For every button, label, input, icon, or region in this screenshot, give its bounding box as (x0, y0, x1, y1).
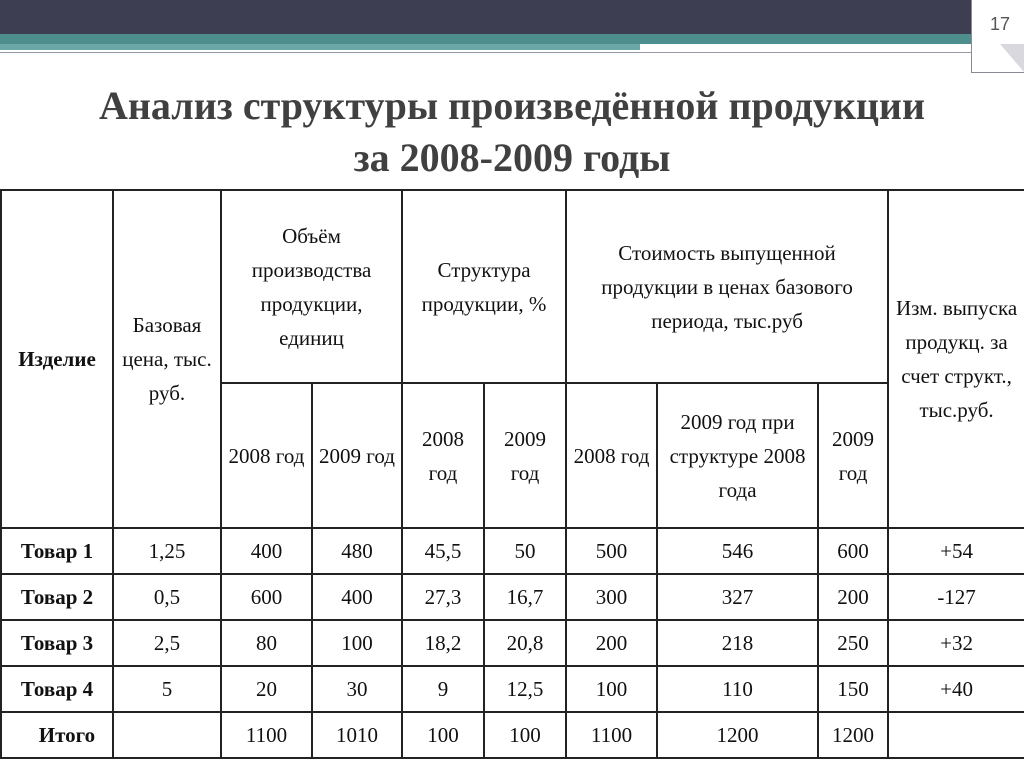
cell-structure-2009: 50 (484, 528, 566, 574)
cell-product: Товар 1 (1, 528, 113, 574)
cell-total-structure-2009: 100 (484, 712, 566, 758)
header-structure-2008: 2008 год (402, 383, 484, 528)
header-band-dark (0, 0, 1024, 34)
header-cost-2009: 2009 год (818, 383, 888, 528)
cell-structure-2008: 27,3 (402, 574, 484, 620)
cell-volume-2008: 600 (221, 574, 312, 620)
cell-total-change (888, 712, 1024, 758)
cell-total-volume-2008: 1100 (221, 712, 312, 758)
cell-cost-2008: 300 (566, 574, 657, 620)
cell-cost-mixed: 546 (657, 528, 818, 574)
cell-base-price: 2,5 (113, 620, 221, 666)
cell-change: +40 (888, 666, 1024, 712)
table-row (1, 574, 1024, 620)
cell-structure-2008: 9 (402, 666, 484, 712)
cell-volume-2009: 400 (312, 574, 402, 620)
cell-product: Товар 4 (1, 666, 113, 712)
cell-cost-mixed: 327 (657, 574, 818, 620)
cell-cost-2008: 200 (566, 620, 657, 666)
header-structure-2009: 2009 год (484, 383, 566, 528)
cell-base-price: 5 (113, 666, 221, 712)
header-volume-2008: 2008 год (221, 383, 312, 528)
cell-change: +54 (888, 528, 1024, 574)
header-cost-2008: 2008 год (566, 383, 657, 528)
header-base-price: Базовая цена, тыс. руб. (113, 190, 221, 528)
table-row (1, 666, 1024, 712)
header-cost-2009-at-2008-structure: 2009 год при структуре 2008 года (657, 383, 818, 528)
cell-cost-2009: 200 (818, 574, 888, 620)
cell-change: -127 (888, 574, 1024, 620)
header-product: Изделие (1, 190, 113, 528)
header-structure: Структура продукции, % (402, 190, 566, 383)
page-corner-fold (1000, 44, 1024, 72)
slide-title (0, 80, 1024, 184)
cell-structure-2009: 12,5 (484, 666, 566, 712)
cell-cost-2009: 150 (818, 666, 888, 712)
cell-total-cost-2008: 1100 (566, 712, 657, 758)
cell-cost-2009: 250 (818, 620, 888, 666)
cell-cost-2009: 600 (818, 528, 888, 574)
cell-cost-2008: 500 (566, 528, 657, 574)
cell-structure-2009: 16,7 (484, 574, 566, 620)
header-rule (0, 52, 1024, 53)
cell-structure-2008: 18,2 (402, 620, 484, 666)
cell-volume-2008: 20 (221, 666, 312, 712)
cell-volume-2009: 30 (312, 666, 402, 712)
cell-total-volume-2009: 1010 (312, 712, 402, 758)
table-row (1, 528, 1024, 574)
cell-structure-2008: 45,5 (402, 528, 484, 574)
structure-table (0, 189, 1024, 759)
cell-total-label: Итого (1, 712, 113, 758)
cell-product: Товар 2 (1, 574, 113, 620)
header-cost: Стоимость выпущенной продукции в ценах базового периода, тыс.руб (566, 190, 888, 383)
cell-change: +32 (888, 620, 1024, 666)
cell-structure-2009: 20,8 (484, 620, 566, 666)
header-row-1 (1, 190, 1024, 383)
slide-title-line-1: Анализ структуры произведённой продукции (98, 83, 926, 128)
cell-volume-2009: 480 (312, 528, 402, 574)
cell-cost-2008: 100 (566, 666, 657, 712)
cell-total-base-price (113, 712, 221, 758)
cell-total-structure-2008: 100 (402, 712, 484, 758)
cell-cost-mixed: 218 (657, 620, 818, 666)
slide-title-line-2: за 2008-2009 годы (353, 135, 671, 180)
cell-base-price: 1,25 (113, 528, 221, 574)
header-volume-2009: 2009 год (312, 383, 402, 528)
cell-total-cost-mixed: 1200 (657, 712, 818, 758)
cell-volume-2008: 80 (221, 620, 312, 666)
cell-cost-mixed: 110 (657, 666, 818, 712)
cell-base-price: 0,5 (113, 574, 221, 620)
table-row (1, 620, 1024, 666)
header-volume: Объём производства продукции, единиц (221, 190, 402, 383)
cell-volume-2008: 400 (221, 528, 312, 574)
header-band-teal (0, 34, 1024, 44)
header-band-teal-light (0, 44, 640, 50)
cell-volume-2009: 100 (312, 620, 402, 666)
total-row (1, 712, 1024, 758)
header-change: Изм. выпуска продукц. за счет структ., тыс.руб. (888, 190, 1024, 528)
cell-product: Товар 3 (1, 620, 113, 666)
page-number: 17 (989, 14, 1010, 34)
cell-total-cost-2009: 1200 (818, 712, 888, 758)
